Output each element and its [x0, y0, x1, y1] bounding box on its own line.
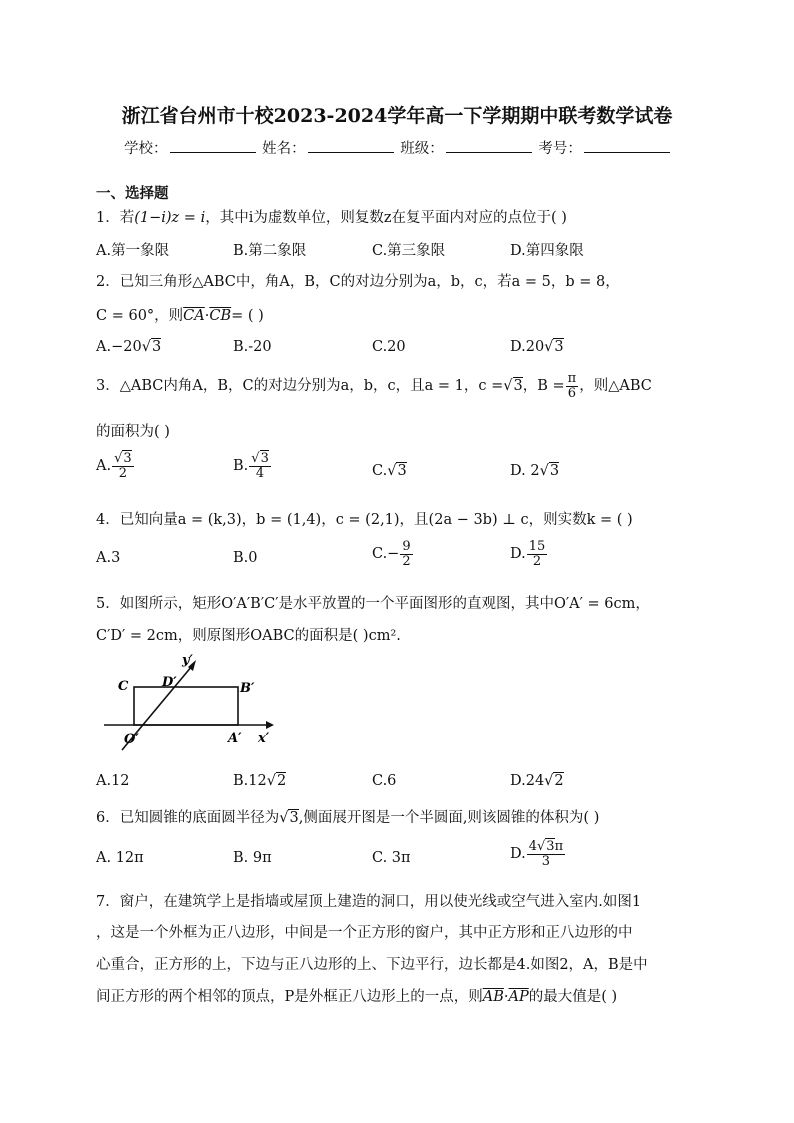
q1-option-a[interactable]: A.第一象限: [96, 243, 170, 259]
label-c: C: [118, 679, 129, 694]
q1-text: ，其中i为虚数单位，则复数z在复平面内对应的点位于( ): [205, 210, 567, 226]
q5-option-b[interactable]: B.12√2: [233, 773, 287, 789]
q3-option-d[interactable]: D. 2√3: [510, 463, 560, 479]
q3-six: 6: [567, 385, 577, 401]
q3-option-c[interactable]: C.√3: [372, 463, 407, 479]
q7-vector-ap: $\overline{AP}$: [508, 989, 529, 1005]
student-info-row: [124, 137, 672, 158]
q3-option-a-frac: [112, 452, 134, 480]
q4-option-c-frac: [400, 540, 412, 568]
x-axis-arrow: [266, 721, 274, 729]
q6-text-b: ,侧面展开图是一个半圆面,则该圆锥的体积为( ): [298, 810, 600, 826]
q2-option-a[interactable]: A.−20√3: [96, 339, 162, 355]
q3-pi: π: [567, 371, 577, 386]
q3-option-b-label: B.: [233, 458, 249, 475]
q6-num-pi: π: [554, 839, 564, 854]
q1-expression: (1−i)z = i: [134, 210, 206, 226]
q5-option-a[interactable]: A.12: [96, 773, 130, 789]
q2-option-d-radicand: 3: [554, 339, 564, 355]
question-5-line2: C′D′ = 2cm，则原图形OABC的面积是( )cm².: [96, 628, 401, 644]
q3-option-b-radicand: 3: [260, 451, 269, 466]
question-6: 6．已知圆锥的底面圆半径为√3,侧面展开图是一个半圆面,则该圆锥的体积为( ): [96, 810, 600, 826]
q2-option-c[interactable]: C.20: [372, 339, 406, 355]
q5-option-b-radicand: 2: [276, 773, 287, 789]
q2-option-a-label: A.−20: [96, 339, 142, 355]
name-label: 姓名：: [262, 141, 306, 157]
q6-option-c[interactable]: C. 3π: [372, 850, 411, 866]
q6-option-d-label: D.: [510, 846, 526, 863]
school-label: 学校：: [124, 141, 168, 157]
q6-option-d-den: 3: [541, 853, 551, 869]
q3-text-c: ，则△ABC: [579, 378, 652, 395]
q4-option-c-den: 2: [402, 553, 411, 569]
question-4: 4．已知向量a = (k,3)，b = (1,4)，c = (2,1)，且(2a − 3b) ⊥ c，则实数k = ( ): [96, 512, 633, 528]
q4-option-d-den: 2: [532, 553, 542, 569]
q2-option-a-radicand: 3: [151, 339, 162, 355]
q7-text-a: 间正方形的两个相邻的顶点，P是外框正八边形上的一点，则: [96, 989, 483, 1005]
q6-num-radicand: 3: [546, 839, 555, 854]
q6-option-d-num: 4√3π: [528, 839, 564, 854]
q4-option-d-frac: [527, 540, 548, 568]
q5-option-c[interactable]: C.6: [372, 773, 397, 789]
section-heading: 一、选择题: [96, 185, 169, 202]
question-2-line1: 2．已知三角形△ABC中，角A，B，C的对边分别为a，b，c，若a = 5，b = 8，: [96, 274, 620, 290]
q3-option-c-radicand: 3: [397, 463, 407, 479]
q6-text-a: 6．已知圆锥的底面圆半径为: [96, 810, 280, 826]
q1-option-c[interactable]: C.第三象限: [372, 243, 446, 259]
q1-option-d[interactable]: D.第四象限: [510, 243, 584, 259]
q3-option-c-label: C.: [372, 463, 388, 479]
q3-option-b-num: √3: [251, 451, 269, 466]
question-3-line2: 的面积为( ): [96, 424, 170, 440]
label-a: A′: [228, 731, 242, 746]
q4-option-d-num: 15: [528, 539, 546, 554]
q5-option-d[interactable]: D.24√2: [510, 773, 564, 789]
q6-option-d-frac: [527, 840, 565, 868]
q6-radicand: 3: [289, 810, 299, 826]
question-1: [96, 206, 567, 227]
label-d: D′: [162, 675, 177, 690]
q6-option-a[interactable]: A. 12π: [96, 850, 144, 866]
q3-option-a-radicand: 3: [123, 451, 132, 466]
q2-option-d-label: D.20: [510, 339, 545, 355]
q3-option-b-den: 4: [255, 465, 265, 481]
question-7-line4: [96, 985, 617, 1006]
q6-option-d[interactable]: [510, 840, 566, 868]
label-x: x′: [258, 731, 270, 746]
question-7-line3: 心重合，正方形的上，下边与正八边形的上、下边平行，边长都是4.如图2，A，B是中: [96, 957, 648, 973]
exam-title: 浙江省台州市十校2023-2024学年高一下学期期中联考数学试卷: [121, 105, 673, 127]
q4-option-d[interactable]: [510, 540, 548, 568]
q3-text-b: ，B =: [522, 378, 565, 395]
number-blank[interactable]: [584, 140, 670, 153]
q6-num-coef: 4: [528, 839, 537, 854]
class-blank[interactable]: [446, 140, 532, 153]
q2-dot: ·: [204, 308, 210, 324]
q5-option-d-label: D.24: [510, 773, 545, 789]
q3-option-b[interactable]: [233, 452, 272, 480]
question-7-line1: 7．窗户，在建筑学上是指墙或屋顶上建造的洞口，用以使光线或空气进入室内.如图1: [96, 894, 642, 910]
q5-figure: [100, 652, 280, 752]
label-y: y′: [182, 653, 193, 668]
q2-option-d[interactable]: D.20√3: [510, 339, 564, 355]
number-label: 考号：: [538, 141, 582, 157]
q1-option-b[interactable]: B.第二象限: [233, 243, 307, 259]
name-blank[interactable]: [308, 140, 394, 153]
q4-option-b[interactable]: B.0: [233, 550, 258, 566]
class-label: 班级：: [400, 141, 444, 157]
q3-option-a[interactable]: [96, 452, 135, 480]
q3-option-d-radicand: 3: [549, 463, 560, 479]
q2-condition: C = 60°，则: [96, 308, 184, 324]
rectangle-oabc: [134, 687, 238, 725]
label-o: O′: [124, 732, 139, 747]
q3-text-a: 3．△ABC内角A，B，C的对边分别为a，b，c，且a = 1，c =: [96, 378, 504, 395]
q1-prefix: 1．若: [96, 210, 135, 226]
q2-vector-ca: $\overline{CA}$: [183, 308, 205, 324]
q2-vector-cb: $\overline{CB}$: [209, 308, 232, 324]
q3-option-a-label: A.: [96, 458, 112, 475]
q6-option-b[interactable]: B. 9π: [233, 850, 272, 866]
q3-option-a-num: √3: [114, 451, 132, 466]
q7-vector-ab: $\overline{AB}$: [482, 989, 504, 1005]
q3-option-d-label: D. 2: [510, 463, 540, 479]
q2-option-b[interactable]: B.-20: [233, 339, 272, 355]
q3-option-b-frac: [249, 452, 271, 480]
question-3-line1: 3．△ABC内角A，B，C的对边分别为a，b，c，且a = 1，c =√3，B = $\frac{\pi}{6}$ ，则△ABC: [96, 371, 652, 401]
q2-ask: = ( ): [231, 308, 264, 324]
q7-text-b: 的最大值是( ): [528, 989, 618, 1005]
school-blank[interactable]: [170, 140, 256, 153]
question-7-line2: ，这是一个外框为正八边形，中间是一个正方形的窗户，其中正方形和正八边形的中: [96, 925, 633, 941]
q5-option-b-label: B.12: [233, 773, 267, 789]
label-b: B′: [240, 681, 255, 696]
question-2-line2: [96, 304, 264, 325]
q4-option-d-label: D.: [510, 546, 526, 563]
q4-option-c-label: C.−: [372, 546, 400, 563]
q4-option-c[interactable]: [372, 540, 414, 568]
q3-pi-over-6: [566, 372, 579, 400]
q3-option-a-den: 2: [118, 465, 128, 481]
q5-option-d-radicand: 2: [554, 773, 564, 789]
q4-option-a[interactable]: A.3: [96, 550, 121, 566]
question-5-line1: 5．如图所示，矩形O′A′B′C′是水平放置的一个平面图形的直观图，其中O′A′ = 6cm，: [96, 596, 650, 612]
q7-dot: ·: [503, 989, 509, 1005]
q3-sqrt-c: 3: [513, 378, 523, 395]
q4-option-c-num: 9: [402, 539, 411, 554]
